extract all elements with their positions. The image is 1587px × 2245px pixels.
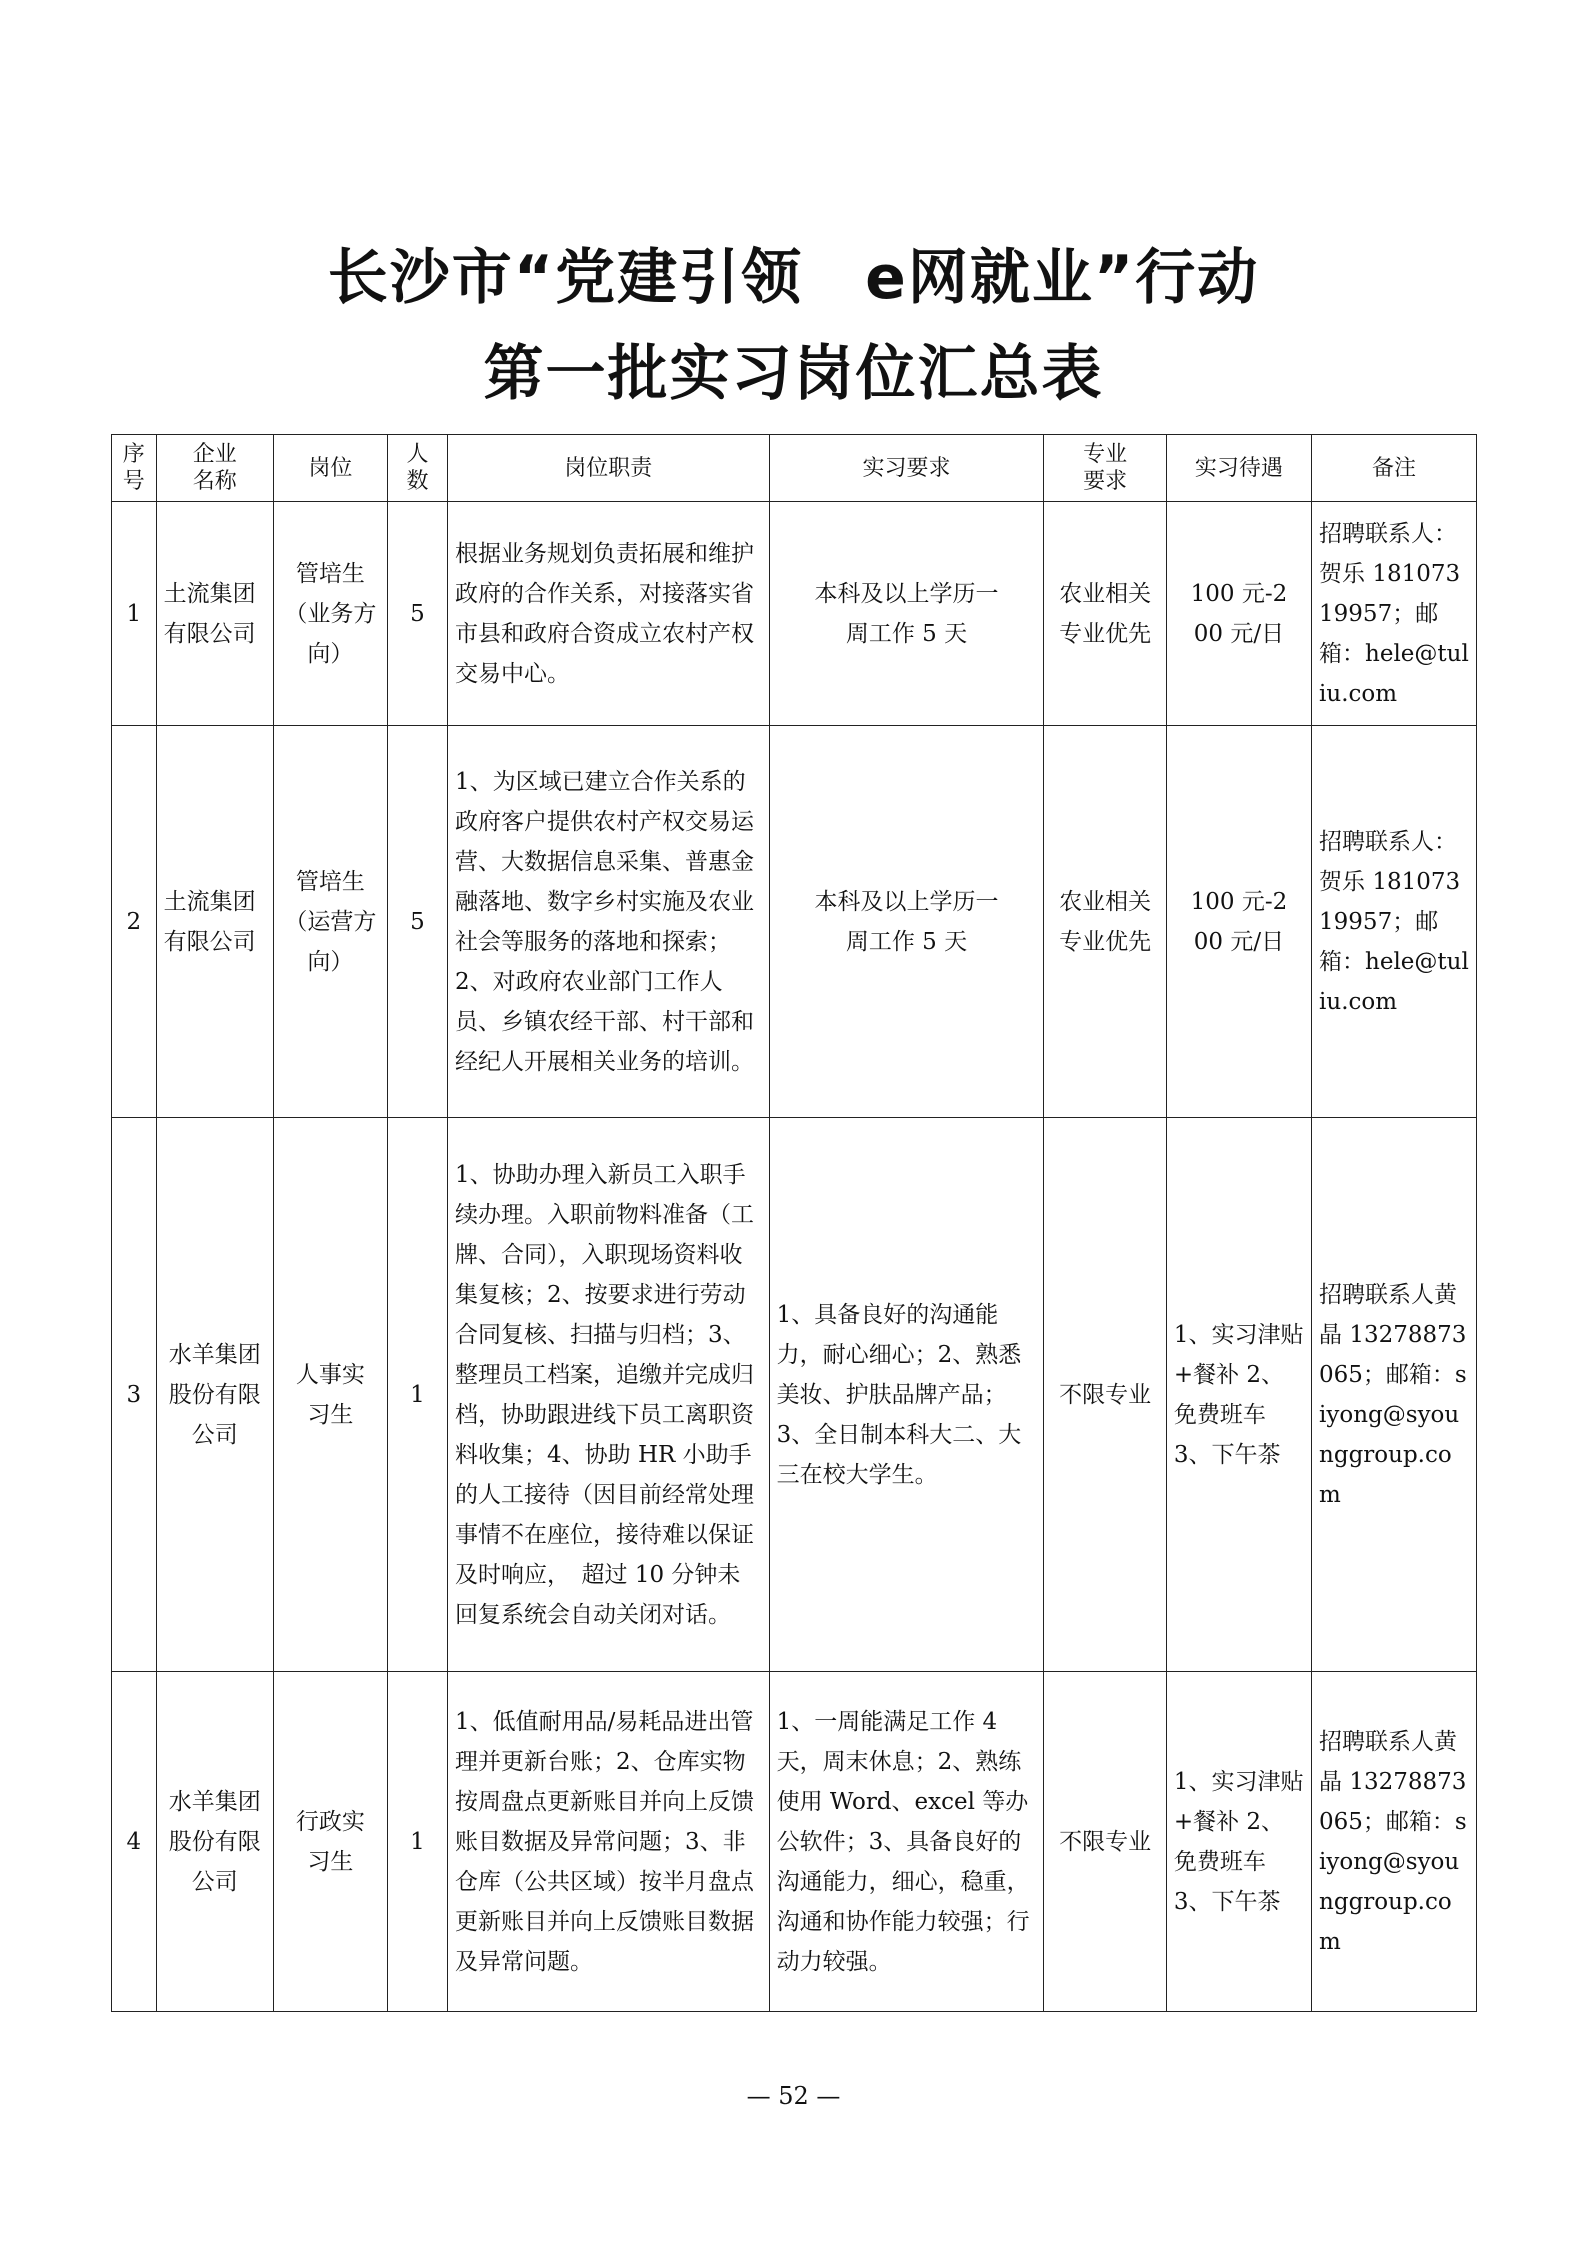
cell-major: 农业相关专业优先: [1044, 502, 1166, 726]
header-duties: 岗位职责: [448, 435, 770, 502]
cell-remarks: 招聘联系人黄晶 13278873065；邮箱：siyong@syounggroup.com: [1312, 1672, 1477, 2012]
cell-major: 不限专业: [1044, 1672, 1166, 2012]
cell-company: 土流集团有限公司: [156, 726, 273, 1118]
header-position: 岗位: [273, 435, 387, 502]
cell-company: 土流集团有限公司: [156, 502, 273, 726]
cell-company: 水羊集团股份有限公司: [156, 1118, 273, 1672]
cell-remarks: 招聘联系人黄晶 13278873065；邮箱：siyong@syounggroup.com: [1312, 1118, 1477, 1672]
cell-requirements: 1、具备良好的沟通能力，耐心细心；2、熟悉美妆、护肤品牌产品；3、全日制本科大二、大三在校大学生。: [769, 1118, 1044, 1672]
header-no: 序 号: [112, 435, 157, 502]
cell-position: 行政实习生: [273, 1672, 387, 2012]
header-remarks: 备注: [1312, 435, 1477, 502]
cell-duties: 1、低值耐用品/易耗品进出管理并更新台账；2、仓库实物按周盘点更新账目并向上反馈账目数据及异常问题；3、非仓库（公共区域）按半月盘点更新账目并向上反馈账目数据及异常问题。: [448, 1672, 770, 2012]
document-title-line2: 第一批实习岗位汇总表: [483, 339, 1104, 409]
header-pay: 实习待遇: [1166, 435, 1311, 502]
cell-requirements: 本科及以上学历一周工作 5 天: [769, 726, 1044, 1118]
table-header-row: [112, 435, 1477, 502]
cell-remarks: 招聘联系人：贺乐 18107319957；邮箱：hele@tuliu.com: [1312, 726, 1477, 1118]
cell-position: 管培生（运营方向）: [273, 726, 387, 1118]
table-row: [112, 1118, 1477, 1672]
cell-no: 1: [112, 502, 157, 726]
cell-remarks: 招聘联系人：贺乐 18107319957；邮箱：hele@tuliu.com: [1312, 502, 1477, 726]
internship-table: [111, 434, 1477, 2012]
cell-pay: 1、实习津贴+餐补 2、免费班车 3、下午茶: [1166, 1118, 1311, 1672]
cell-count: 1: [387, 1672, 447, 2012]
cell-company: 水羊集团股份有限公司: [156, 1672, 273, 2012]
page-number: — 52 —: [746, 2082, 841, 2110]
cell-count: 5: [387, 726, 447, 1118]
cell-pay: 100 元-200 元/日: [1166, 726, 1311, 1118]
cell-no: 3: [112, 1118, 157, 1672]
table-row: [112, 502, 1477, 726]
cell-duties: 根据业务规划负责拓展和维护政府的合作关系，对接落实省市县和政府合资成立农村产权交易中心。: [448, 502, 770, 726]
cell-duties: 1、协助办理入新员工入职手续办理。入职前物料准备（工牌、合同），入职现场资料收集复核；2、按要求进行劳动合同复核、扫描与归档；3、整理员工档案，追缴并完成归档，协助跟进线下员工离职资料收集；4、协助 HR 小助手的人工接待（因目前经常处理事情不在座位，接待难以保证及时响应， 超过 10 分钟未回复系统会自动关闭对话。: [448, 1118, 770, 1672]
cell-duties: 1、为区域已建立合作关系的政府客户提供农村产权交易运营、大数据信息采集、普惠金融落地、数字乡村实施及农业社会等服务的落地和探索；2、对政府农业部门工作人员、乡镇农经干部、村干部和经纪人开展相关业务的培训。: [448, 726, 770, 1118]
cell-requirements: 本科及以上学历一周工作 5 天: [769, 502, 1044, 726]
header-major: 专业 要求: [1044, 435, 1166, 502]
cell-major: 农业相关专业优先: [1044, 726, 1166, 1118]
table-row: [112, 1672, 1477, 2012]
document-title-line1: 长沙市“党建引领 e网就业”行动: [327, 243, 1260, 313]
header-count: 人 数: [387, 435, 447, 502]
cell-pay: 100 元-200 元/日: [1166, 502, 1311, 726]
cell-position: 管培生（业务方向）: [273, 502, 387, 726]
header-company: 企业 名称: [156, 435, 273, 502]
table-row: [112, 726, 1477, 1118]
cell-requirements: 1、一周能满足工作 4 天，周末休息；2、熟练使用 Word、excel 等办公软件；3、具备良好的沟通能力，细心，稳重，沟通和协作能力较强；行动力较强。: [769, 1672, 1044, 2012]
cell-count: 5: [387, 502, 447, 726]
cell-major: 不限专业: [1044, 1118, 1166, 1672]
cell-count: 1: [387, 1118, 447, 1672]
cell-pay: 1、实习津贴+餐补 2、免费班车 3、下午茶: [1166, 1672, 1311, 2012]
cell-position: 人事实习生: [273, 1118, 387, 1672]
header-requirements: 实习要求: [769, 435, 1044, 502]
cell-no: 2: [112, 726, 157, 1118]
cell-no: 4: [112, 1672, 157, 2012]
